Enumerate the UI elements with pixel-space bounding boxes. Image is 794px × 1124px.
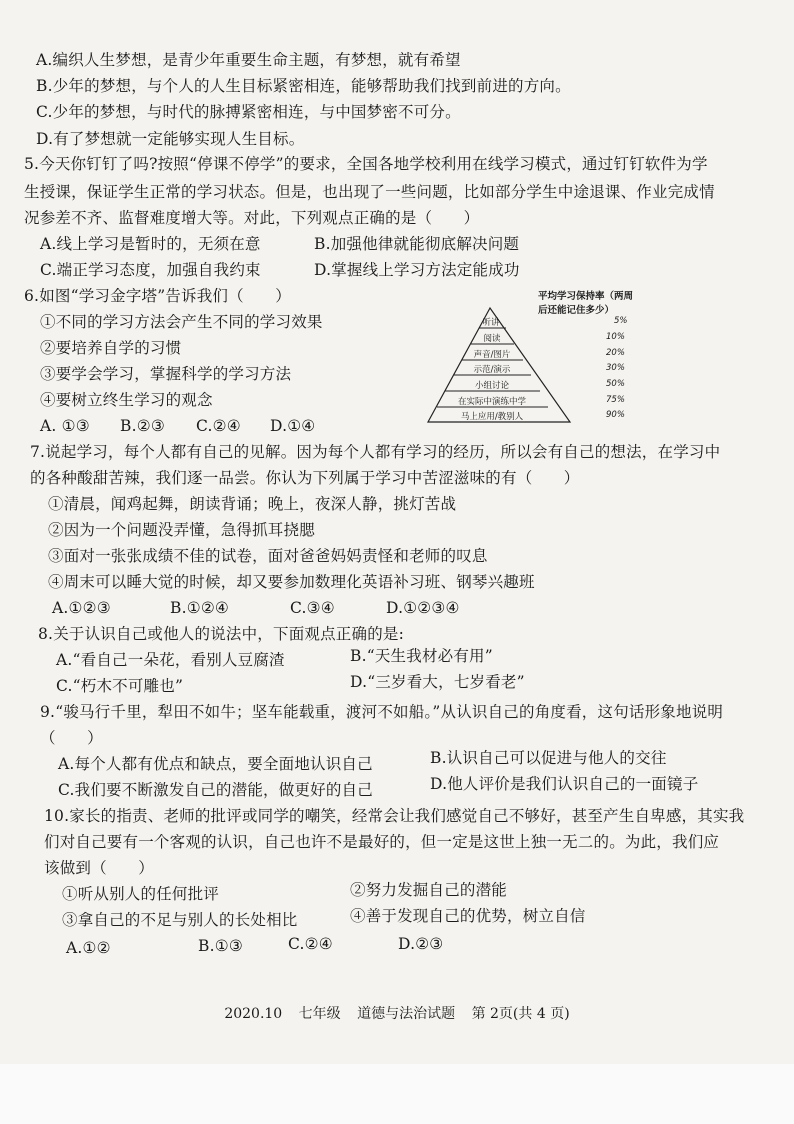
footer-subject: 道德与法治试题 — [357, 1006, 456, 1022]
pyramid-title-line2: 后还能记住多少） — [538, 305, 615, 316]
q9-option-b: B.认识自己可以促进与他人的交往 — [430, 749, 667, 767]
q7-option-a: A.①②③ — [52, 599, 111, 617]
q5-stem-line2: 生授课，保证学生正常的学习状态。但是，也出现了一些问题，比如部分学生中途退课、作业完成情 — [24, 183, 715, 201]
q9-option-d: D.他人评价是我们认识自己的一面镜子 — [430, 775, 699, 793]
q5-option-c: C.端正学习态度，加强自我约束 — [40, 261, 261, 279]
q10-stem-line2: 们对自己要有一个客观的认识，自己也许不是最好的，但一定是这世上独一无二的。为此，我们应 — [44, 833, 720, 851]
q9-option-a: A.每个人都有优点和缺点，要全面地认识自己 — [58, 755, 373, 773]
page-footer — [0, 1003, 794, 1023]
q6-option-a: A. ①③ — [40, 417, 90, 435]
q5-option-b: B.加强他律就能彻底解决问题 — [314, 235, 520, 253]
q5-option-d: D.掌握线上学习方法定能成功 — [314, 261, 520, 279]
q7-option-b: B.①②④ — [170, 599, 230, 617]
q7-option-c: C.③④ — [290, 599, 335, 617]
footer-grade: 七年级 — [298, 1006, 341, 1022]
pyramid-title-line1: 平均学习保持率（两周 — [538, 291, 634, 302]
q9-stem-line1: 9.“骏马行千里，犁田不如牛；坚车能载重，渡河不如船。”从认识自己的角度看，这句话形象地说明 — [40, 703, 724, 721]
q6-stem: 6.如图“学习金字塔”告诉我们（ ） — [24, 287, 291, 305]
q10-option-c: C.②④ — [288, 935, 333, 953]
scan-bottom-margin — [0, 1064, 794, 1124]
q10-item-2: ②努力发掘自己的潜能 — [350, 881, 508, 899]
pyramid-level-label: 小组讨论 — [474, 381, 509, 391]
pyramid-level-label: 示范/演示 — [473, 365, 511, 375]
q10-stem-line3: 该做到（ ） — [44, 859, 154, 877]
q10-item-3: ③拿自己的不足与别人的长处相比 — [62, 911, 298, 929]
pyramid-level-label: 声音/图片 — [473, 350, 511, 360]
q7-stem-line2: 的各种酸甜苦辣，我们逐一品尝。你认为下列属于学习中苦涩滋味的有（ ） — [30, 469, 580, 487]
pyramid-level-percent: 90% — [606, 410, 625, 420]
q7-item-1: ①清晨，闻鸡起舞，朗读背诵；晚上，夜深人静，挑灯苦战 — [48, 495, 457, 513]
q6-item-3: ③要学会学习，掌握科学的学习方法 — [40, 365, 292, 383]
q10-option-a: A.①② — [66, 939, 111, 957]
q8-option-d: D.“三岁看大，七岁看老” — [350, 673, 525, 691]
footer-page-number: 第 2页(共 4 页) — [471, 1006, 570, 1022]
pyramid-level-percent: 10% — [606, 332, 625, 342]
q8-option-c: C.“朽木不可雕也” — [56, 677, 184, 695]
q4-option-a: A.编织人生梦想，是青少年重要生命主题，有梦想，就有希望 — [36, 51, 461, 69]
q8-stem: 8.关于认识自己或他人的说法中，下面观点正确的是: — [38, 625, 405, 643]
q5-option-a: A.线上学习是暂时的，无须在意 — [40, 235, 261, 253]
q6-option-d: D.①④ — [270, 417, 316, 435]
footer-date: 2020.10 — [224, 1006, 283, 1022]
q6-item-4: ④要树立终生学习的观念 — [40, 391, 213, 409]
pyramid-level-percent: 30% — [606, 363, 625, 373]
pyramid-level-label: 在实际中演练中学 — [457, 397, 526, 407]
q7-stem-line1: 7.说起学习，每个人都有自己的见解。因为每个人都有学习的经历，所以会有自己的想法，在学习中 — [30, 443, 721, 461]
q6-option-c: C.②④ — [196, 417, 241, 435]
pyramid-level-label: 马上应用/教别人 — [460, 412, 524, 422]
q10-option-b: B.①③ — [198, 937, 243, 955]
q7-item-2: ②因为一个问题没弄懂，急得抓耳挠腮 — [48, 521, 315, 539]
q10-item-1: ①听从别人的任何批评 — [62, 885, 220, 903]
q6-option-b: B.②③ — [120, 417, 165, 435]
q7-item-3: ③面对一张张成绩不佳的试卷，面对爸爸妈妈责怪和老师的叹息 — [48, 547, 488, 565]
q10-option-d: D.②③ — [398, 935, 444, 953]
q8-option-b: B.“天生我材必有用” — [350, 647, 493, 665]
pyramid-level-percent: 75% — [606, 395, 625, 405]
pyramid-level-label: 阅读 — [483, 334, 501, 344]
q4-option-c: C.少年的梦想，与时代的脉搏紧密相连，与中国梦密不可分。 — [36, 103, 461, 121]
pyramid-level-percent: 5% — [614, 316, 628, 326]
q7-option-d: D.①②③④ — [386, 599, 460, 617]
learning-pyramid-figure — [424, 286, 644, 426]
q9-stem-line2: （ ） — [40, 729, 103, 747]
q8-option-a: A.“看自己一朵花，看别人豆腐渣 — [56, 651, 285, 669]
q7-item-4: ④周末可以睡大觉的时候，却又要参加数理化英语补习班、钢琴兴趣班 — [48, 573, 535, 591]
pyramid-level-percent: 20% — [606, 348, 625, 358]
q6-item-2: ②要培养自学的习惯 — [40, 339, 182, 357]
q10-stem-line1: 10.家长的指责、老师的批评或同学的嘲笑，经常会让我们感觉自己不够好，甚至产生自卑感，其实我 — [44, 807, 745, 825]
q5-stem-line3: 况参差不齐、监督难度增大等。对此，下列观点正确的是（ ） — [24, 209, 480, 227]
q5-stem-line1: 5.今天你钉钉了吗?按照“停课不停学”的要求，全国各地学校利用在线学习模式，通过钉钉软件为学 — [24, 155, 708, 173]
q6-item-1: ①不同的学习方法会产生不同的学习效果 — [40, 313, 323, 331]
q4-option-b: B.少年的梦想，与个人的人生目标紧密相连，能够帮助我们找到前进的方向。 — [36, 77, 571, 95]
pyramid-level-label: 听讲 — [482, 318, 500, 328]
q10-item-4: ④善于发现自己的优势，树立自信 — [350, 907, 586, 925]
q4-option-d: D.有了梦想就一定能够实现人生目标。 — [36, 130, 305, 148]
q9-option-c: C.我们要不断激发自己的潜能，做更好的自己 — [58, 781, 373, 799]
pyramid-level-percent: 50% — [606, 379, 625, 389]
